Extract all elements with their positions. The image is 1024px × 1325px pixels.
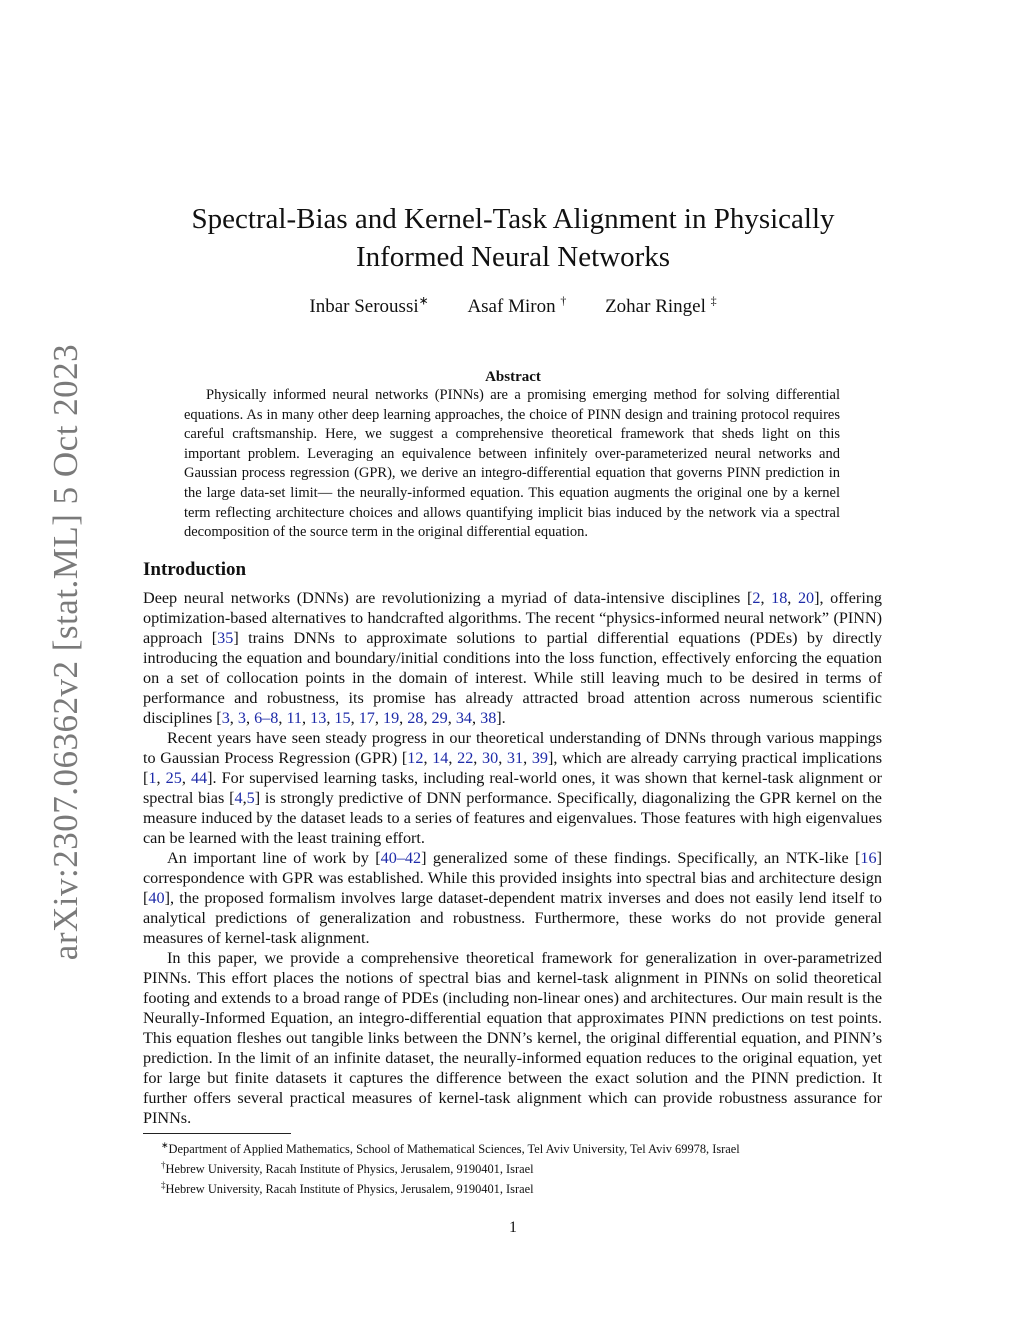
citation-link[interactable]: 30 [482, 749, 499, 767]
author: Zohar Ringel ‡ [605, 294, 717, 318]
abstract-heading: Abstract [485, 369, 541, 385]
footnote: ∗Department of Applied Mathematics, School of Mathematical Sciences, Tel Aviv University, Tel Aviv 69978, Israel [161, 1140, 740, 1157]
citation-link[interactable]: 3 [237, 709, 246, 727]
citation-link[interactable]: 40 [148, 889, 165, 907]
citation-link[interactable]: 18 [771, 589, 788, 607]
footnotes [143, 1137, 903, 1197]
paragraph: Recent years have seen steady progress in our theoretical understanding of DNNs through various mappings to Gaussian Process Regression (GPR) [12, 14, 22, 30, 31, 39], which are already carrying practical implications [1, 25, 44]. For supervised learning tasks, including real-world ones, it was shown that kernel-task alignment or spectral bias [4,5] is strongly predictive of DNN performance. Specifically, diagonalizing the GPR kernel on the measure induced by the dataset leads to a series of features and eigenvalues. Those features with high eigenvalues can be learned with the least training effort. [143, 729, 883, 847]
footnote: †Hebrew University, Racah Institute of Physics, Jerusalem, 9190401, Israel [161, 1160, 534, 1177]
citation-link[interactable]: 17 [358, 709, 375, 727]
author: Asaf Miron † [467, 294, 567, 318]
citation-link[interactable]: 19 [382, 709, 400, 727]
citation-link[interactable]: 44 [190, 769, 208, 787]
citation-link[interactable]: 29 [431, 709, 448, 727]
citation-link[interactable]: 1 [148, 769, 157, 787]
citation-link[interactable]: 11 [286, 709, 303, 727]
citation-link[interactable]: 40–42 [380, 849, 422, 867]
citation-link[interactable]: 20 [797, 589, 815, 607]
citation-link[interactable]: 14 [432, 749, 449, 767]
paper-title: Spectral-Bias and Kernel-Task Alignment in Physically Informed Neural Networks [191, 203, 835, 273]
citation-link[interactable]: 35 [217, 629, 234, 647]
paragraph: Deep neural networks (DNNs) are revolutionizing a myriad of data-intensive disciplines [2, 18, 20], offering optimization-based alternatives to handcrafted algorithms. The recent “physics-informed neural network” (PINN) approach [35] trains DNNs to approximate solutions to partial differential equations (PDEs) by directly introducing the equation and boundary/initial conditions into the loss function, effectively enforcing the equation on a set of collocation points in the domain of interest. While still leaving much to be desired in terms of performance and robustness, its promise has already attracted broad attention across numerous scientific disciplines [3, 3, 6–8, 11, 13, 15, 17, 19, 28, 29, 34, 38]. [143, 589, 883, 727]
citation-link[interactable]: 15 [334, 709, 351, 727]
citation-link[interactable]: 16 [860, 849, 877, 867]
author-list [143, 294, 883, 318]
citation-link[interactable]: 39 [531, 749, 549, 767]
page-number: 1 [509, 1219, 517, 1236]
section-heading-introduction: Introduction [143, 559, 247, 580]
citation-link[interactable]: 31 [506, 749, 524, 767]
arxiv-side-stamp: arXiv:2307.06362v2 [stat.ML] 5 Oct 2023 [46, 343, 85, 961]
citation-link[interactable]: 12 [407, 749, 424, 767]
citation-link[interactable]: 25 [165, 769, 182, 787]
citation-link[interactable]: 6–8 [254, 709, 279, 727]
citation-link[interactable]: 28 [407, 709, 424, 727]
citation-link[interactable]: 13 [310, 709, 327, 727]
citation-link[interactable]: 34 [455, 709, 472, 727]
citation-link[interactable]: 38 [480, 709, 497, 727]
citation-link[interactable]: 3 [221, 709, 230, 727]
abstract-text: Physically informed neural networks (PINNs) are a promising emerging method for solving differential equations. As in many other deep learning approaches, the choice of PINN design and training protocol requires careful craftsmanship. Here, we suggest a comprehensive theoretical framework that sheds light on this important problem. Leveraging an equivalence between infinitely over-parameterized neural networks and Gaussian process regression (GPR), we derive an integro-differential equation that governs PINN prediction in the large data-set limit— the neurally-informed equation. This equation augments the original one by a kernel term reflecting architecture choices and allows quantifying implicit bias induced by the network via a spectral decomposition of the source term in the original differential equation. [184, 387, 840, 541]
introduction-body [143, 588, 882, 1128]
footnote-rule [143, 1133, 291, 1134]
author: Inbar Seroussi∗ [309, 294, 429, 318]
paragraph: An important line of work by [40–42] generalized some of these findings. Specifically, an NTK-like [16] correspondence with GPR was established. While this provided insights into spectral bias and architecture design [40], the proposed formalism involves large dataset-dependent matrix inverses and does not easily lend itself to analytical predictions of generalization and robustness. Furthermore, these works do not provide general measures of kernel-task alignment. [143, 849, 882, 947]
citation-link[interactable]: 5 [246, 789, 255, 807]
citation-link[interactable]: 22 [457, 749, 474, 767]
paragraph: In this paper, we provide a comprehensive theoretical framework for generalization in over-parametrized PINNs. This effort places the notions of spectral bias and kernel-task alignment in PINNs on solid theoretical footing and extends to a broad range of PDEs (including non-linear ones) and architectures. Our main result is the Neurally-Informed Equation, an integro-differential equation that approximates PINN predictions on test points. This equation fleshes out tangible links between the DNN’s kernel, the original differential equation, and PINN’s prediction. In the limit of an infinite dataset, the neurally-informed equation reduces to the original equation, yet for large but finite datasets it captures the difference between the exact solution and the PINN prediction. It further offers several practical measures of kernel-task alignment which can provide robustness assurance for PINNs. [143, 949, 882, 1127]
citation-link[interactable]: 4 [234, 789, 243, 807]
citation-link[interactable]: 2 [752, 589, 761, 607]
footnote: ‡Hebrew University, Racah Institute of Physics, Jerusalem, 9190401, Israel [161, 1180, 534, 1197]
